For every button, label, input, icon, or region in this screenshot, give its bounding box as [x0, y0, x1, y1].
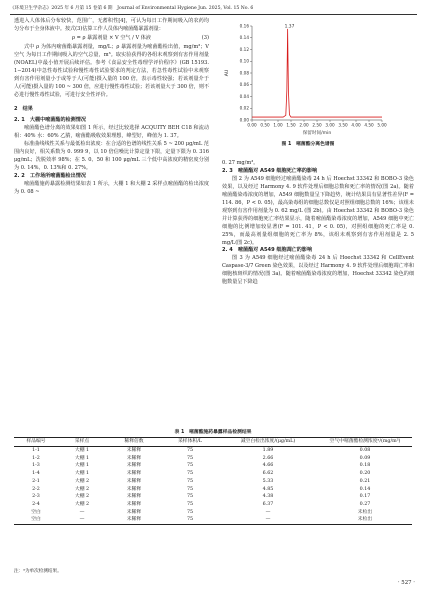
- x-tick-label: 3.00: [325, 122, 335, 128]
- y-axis-label: AU: [225, 69, 230, 77]
- table-cell: 0.14: [359, 486, 371, 492]
- table-row: [14, 493, 412, 501]
- y-tick-label: 0.06: [239, 82, 249, 88]
- y-tick-label: 0.10: [239, 58, 249, 64]
- table-row: [14, 478, 412, 486]
- chromatogram-series-line: [252, 29, 382, 117]
- table-cell: —: [265, 509, 271, 515]
- table-cell: 75: [186, 486, 194, 492]
- x-tick-label: 4.00: [351, 122, 361, 128]
- table-cell: 2-4: [32, 501, 40, 507]
- table-cell: 2-3: [32, 494, 40, 500]
- x-tick-label: 4.50: [364, 122, 374, 128]
- left-paragraph-3: 嘧菌酯色谱分离的效果如图 1 所示，经过比较选择 ACQUITY BEH C18 和流动相：40% 水：60% 乙腈，嘧菌酯吸收效果理想，峰型好，峰值为 1. 37。: [14, 125, 209, 140]
- table-header-cell: 稀释倍数: [106, 438, 162, 447]
- table-row: [14, 470, 412, 478]
- table-header-cell: 空气中嘧菌酯检测浓度ᵃ/(mg/m³): [318, 438, 412, 447]
- subsection-2-3: 2. 3 嘧菌酯对 A549 细胞死亡率的影响: [222, 167, 318, 174]
- y-tick-labels: [240, 23, 252, 122]
- table-cell: 未稀释: [106, 516, 162, 524]
- table-cell: 75: [186, 494, 194, 500]
- table-cell: 1-4: [32, 471, 40, 477]
- table-note: 注：ᵃ为单次检测结果。: [14, 569, 62, 574]
- table-cell: 空白: [14, 516, 58, 524]
- table-cell: 0.27: [359, 501, 371, 507]
- table-cell: 大棚 2: [74, 501, 90, 507]
- table-cell: 1-1: [32, 448, 40, 453]
- header-rule: [10, 14, 417, 15]
- table-cell: 大棚 1: [74, 448, 90, 453]
- subsection-2-4: 2. 4 嘧菌酯对 A549 细胞凋亡的影响: [222, 247, 313, 254]
- subsection-2-1: 2. 1 大棚中嘧菌酯的检测情况: [14, 117, 86, 124]
- table-cell: 0.18: [359, 463, 371, 469]
- table-cell: 0.21: [359, 478, 371, 484]
- left-column: [14, 18, 209, 197]
- x-tick-labels: [247, 120, 387, 128]
- x-tick-label: 5.00: [377, 122, 387, 128]
- left-paragraph-2: 式中 ρ 为体内嘧菌酯暴露剂量，mg/L；ρ 暴露剂量为嘧菌酯检出值，mg/m³；V 空气 为每日工作期间吸入的空气总量，m³。取实验获得的各组未观察到有害作用剂量(NOAEL)中最小值开展后续评估。参考《食品安全性毒理学评价程序》(GB 15193. 1−2014)中急性毒性试验和慢性毒性试验要求的判定方法，若急性毒性试验中未观察到有害作用剂量小于或等于人(可能)摄入量的 100 倍，表示毒性较强；若该剂量介于人(可能)摄入量的 100 ~ 300 倍，应进行慢性毒性试验；若该剂量大于 300 倍，则不必进行慢性毒性试验，可进行安全性评价。: [14, 43, 209, 98]
- y-tick-label: 0.16: [239, 23, 249, 29]
- y-tick-label: 0.04: [239, 93, 249, 99]
- table-cell: 未检出: [318, 516, 412, 524]
- left-paragraph-5: 嘧菌酯施药暴露检测结果如表 1 所示，大棚 1 和大棚 2 采样点嘧菌酯的检出浓度为 0. 08 ~: [14, 181, 209, 196]
- table-cell: 大棚 1: [74, 463, 90, 469]
- results-table: [14, 437, 412, 525]
- x-tick-label: 3.50: [338, 122, 348, 128]
- left-paragraph-4: 标准曲线线性关系与最低检出浓度：在合适的色谱的线性关系 5 ~ 200 μg/mL 范围内良好，相关系数为 0. 999 9，以 10 倍信噪比计算定量下限，定量下限为 0. 316 μg/mL；洗脱效率 98%；在 5. 0、50 和 100 μg/mL 三个低中高浓度的精密度分别为 0. 14%、0. 13%和 0. 27%。: [14, 141, 209, 172]
- right-column: [222, 160, 414, 287]
- page-number: · 527 ·: [397, 580, 415, 586]
- table-cell: 未检出: [357, 509, 373, 515]
- table-cell: 未稀释: [126, 448, 142, 453]
- table-cell: 75: [162, 516, 218, 524]
- table-row: [14, 501, 412, 509]
- peak-label: 1.37: [284, 24, 295, 30]
- right-paragraph-3: 图 3 为 A549 细胞经过嘧菌酯染毒 24 h 后 Hoechst 33342 和 CellEvent Caspase-3/7 Green 染色效果，以及经过 Harmony 4. 9 软件处理后细胞凋亡率和细胞核斑织的情况(图 3a)。随着嘧菌酯染毒浓度的增加，Hoechst 33342 染色的细胞数量呈下降趋: [222, 255, 414, 286]
- table-cell: 75: [186, 501, 194, 507]
- right-paragraph-2: 图 2 为 A549 细胞经过嘧菌酯染毒 24 h 后 Hoechst 33342 和 BOBO-3 染色效果，以及经过 Harmony 4. 9 软件处理后细胞总数和死亡率的情况(图 2a)。随着嘧菌酯染毒浓度的增加，A549 细胞数量呈下降趋势，统计结果具有显著性差异(F = 114. 86，P < 0. 05)，最高染毒组的细胞总数仅是对照组细胞总数的 16%；该组未观察到有害作用剂量为 0. 62 mg/L (图 2b)。由 Hoechst 33342 和 BOBO-3 染色并计算获得的细胞死亡率结果显示，随着嘧菌酯染毒浓度的增加，A549 细胞中死亡细胞的比例增加较显著(F = 101. 41，P < 0. 05)，对照组细胞的死亡率是 0. 25%，而最高剂量组细胞的死亡率为 8%，该组未观察到有害作用剂量是 2. 5 mg/L(图 2c)。: [222, 175, 414, 246]
- table-cell: 未稀释: [126, 463, 142, 469]
- table-cell: 空白: [31, 509, 41, 515]
- table-cell: 6.62: [262, 471, 274, 477]
- table-cell: 6.37: [262, 501, 274, 507]
- table-cell: 0.08: [359, 448, 371, 453]
- table-cell: 0.20: [359, 471, 371, 477]
- table-cell: 大棚 2: [74, 478, 90, 484]
- table-cell: 大棚 2: [74, 494, 90, 500]
- y-tick-label: 0.08: [239, 70, 249, 76]
- table-row: [14, 516, 412, 524]
- formula-number: (3): [201, 34, 209, 41]
- table-cell: 4.66: [262, 463, 274, 469]
- table-cell: 0.17: [359, 494, 371, 500]
- table-cell: 未稀释: [126, 501, 142, 507]
- table-cell: 未稀释: [126, 494, 142, 500]
- table-cell: 未稀释: [126, 486, 142, 492]
- table-cell: 4.85: [262, 486, 274, 492]
- section-heading-results: 2 结果: [14, 105, 33, 112]
- x-tick-label: 0.50: [260, 122, 270, 128]
- table-cell: 未稀释: [126, 509, 142, 515]
- table-cell: 未稀释: [126, 471, 142, 477]
- table-cell: 未稀释: [126, 455, 142, 461]
- y-tick-label: 0.12: [239, 46, 249, 52]
- table-cell: —: [79, 509, 85, 515]
- table-cell: 1.89: [262, 448, 274, 453]
- y-tick-label: 0.00: [239, 117, 249, 123]
- table-row: [14, 486, 412, 494]
- x-tick-label: 0.00: [247, 122, 257, 128]
- table-cell: 4.38: [262, 494, 274, 500]
- y-tick-label: 0.14: [239, 35, 249, 41]
- table-cell: 0.09: [359, 455, 371, 461]
- table-cell: —: [58, 516, 106, 524]
- table-cell: 5.33: [262, 478, 274, 484]
- table-cell: 2-2: [32, 486, 40, 492]
- table-row: [14, 462, 412, 470]
- table-header-cell: 减空白检出浓度/(μg/mL): [218, 438, 318, 447]
- table-header-row: [14, 438, 412, 447]
- table-header-cell: 采样体积/L: [162, 438, 218, 447]
- table-cell: 大棚 1: [74, 455, 90, 461]
- y-tick-label: 0.02: [239, 105, 249, 111]
- table-cell: 大棚 2: [74, 486, 90, 492]
- table-header-cell: 样品编号: [14, 438, 58, 447]
- table-cell: 75: [186, 509, 194, 515]
- formula: [14, 35, 209, 43]
- x-tick-label: 2.50: [312, 122, 322, 128]
- chart-axes: [252, 26, 382, 120]
- x-tick-label: 1.50: [286, 122, 296, 128]
- formula-expression: ρ = ρ 暴露剂量 × V 空气 / V 体液: [72, 34, 151, 41]
- table-cell: 大棚 1: [74, 471, 90, 477]
- table-body: [14, 447, 412, 525]
- left-paragraph-1: 透进入人体体后分布较快，范围广，无蓄积性[4]，可认为每日工作期间吸入的农药均匀分布于全身体液中。按式(3)估算工作人员体内嘧菌酯暴露剂量：: [14, 18, 209, 32]
- table-cell: 1-3: [32, 463, 40, 469]
- x-tick-label: 2.00: [299, 122, 309, 128]
- table-cell: 75: [186, 463, 194, 469]
- table-title: 表 1 嘧菌酯施药暴露样品检测结果: [174, 430, 252, 435]
- table-cell: 75: [186, 478, 194, 484]
- table-row: [14, 447, 412, 455]
- x-axis-label: 保留时间/min: [302, 131, 332, 136]
- table-cell: 2-1: [32, 478, 40, 484]
- x-tick-label: 1.00: [273, 122, 283, 128]
- table-header-cell: 采样点: [58, 438, 106, 447]
- chromatogram-figure: [222, 20, 394, 138]
- table-cell: —: [218, 516, 318, 524]
- table-cell: 75: [186, 448, 194, 453]
- right-paragraph-1: 0. 27 mg/m³。: [222, 160, 259, 166]
- journal-header: 《环境卫生学杂志》2025 年 6 月第 15 卷第 6 期 Journal of Environmental Hygiene Jun. 2025, Vol. 15 No. 6: [10, 6, 254, 11]
- table-cell: 1-2: [32, 455, 40, 461]
- figure-caption: 图 1 嘧菌酯分离色谱图: [281, 142, 335, 147]
- table-row: [14, 455, 412, 463]
- table-cell: 75: [186, 471, 194, 477]
- table-cell: 75: [186, 455, 194, 461]
- subsection-2-2: 2. 2 工作场所嘧菌酯检出情况: [14, 173, 86, 180]
- table-cell: 2.66: [262, 455, 274, 461]
- table-row: [14, 509, 412, 517]
- table-cell: 未稀释: [126, 478, 142, 484]
